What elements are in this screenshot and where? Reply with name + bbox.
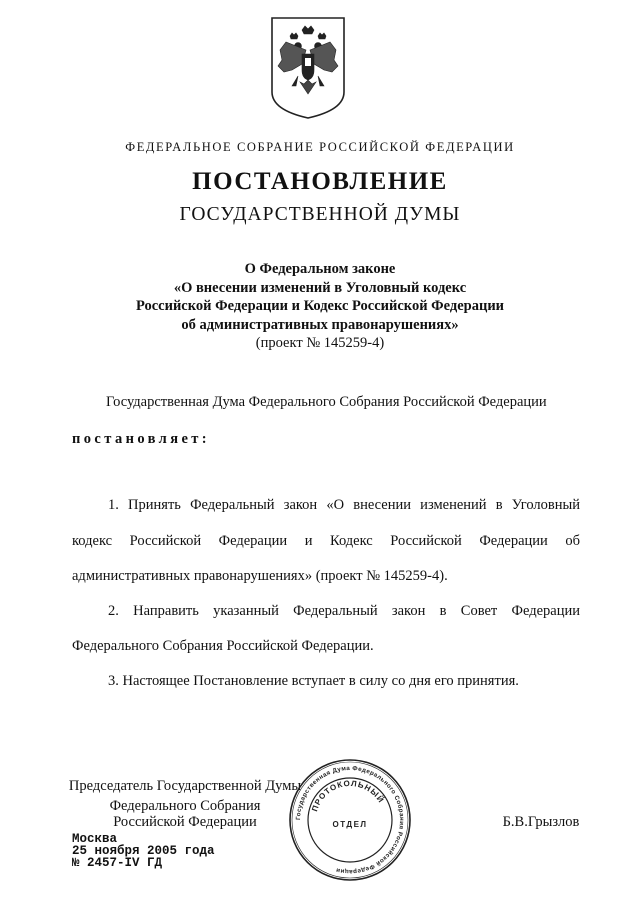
stamp-inner-text: ПРОТОКОЛЬНЫЙ [310, 778, 386, 813]
chairman-title-line: Российской Федерации [113, 814, 257, 830]
item-2-line: Федерального Собрания Российской Федерации. [72, 638, 374, 654]
project-number: (проект № 145259-4) [255, 335, 385, 351]
law-title-line: «О внесении изменений в Уголовный кодекс [173, 279, 467, 296]
item-1-line: 1. Принять Федеральный закон «О внесении изменений в Уголовный [108, 497, 580, 513]
item-1-line: административных правонарушениях» (проект № 145259-4). [72, 568, 448, 584]
item-2-line: 2. Направить указанный Федеральный закон в Совет Федерации [108, 603, 580, 619]
item-3-text: 3. Настоящее Постановление вступает в силу со дня его принятия. [108, 673, 519, 689]
law-title-line: Российской Федерации и Кодекс Российской Федерации [135, 298, 505, 314]
footer-city: Москва [72, 832, 118, 846]
federal-assembly-heading: ФЕДЕРАЛЬНОЕ СОБРАНИЕ РОССИЙСКОЙ ФЕДЕРАЦИИ [125, 140, 515, 154]
stamp-outer-text: Государственная Дума Федерального Собрания Российской Федерации [294, 764, 406, 876]
duma-statement: Государственная Дума Федерального Собрания Российской Федерации [106, 394, 547, 410]
coat-of-arms-emblem [268, 14, 348, 122]
chairman-name: Б.В.Грызлов [502, 814, 580, 830]
footer-date: 25 ноября 2005 года [72, 844, 215, 858]
svg-text:ПРОТОКОЛЬНЫЙ [310, 779, 386, 813]
stamp-center-text: ОТДЕЛ [332, 820, 368, 829]
item-1-line: кодекс Российской Федерации и Кодекс Российской Федерации об [72, 533, 580, 549]
law-title-line: об административных правонарушениях» [181, 316, 459, 333]
chairman-title-line: Федерального Собрания [109, 798, 261, 814]
decree-word: постановляет: [72, 431, 211, 447]
law-title-block [0, 260, 640, 353]
document-subtitle: ГОСУДАРСТВЕННОЙ ДУМЫ [179, 204, 461, 225]
document-title: ПОСТАНОВЛЕНИЕ [192, 168, 448, 195]
chairman-title-line: Председатель Государственной Думы [68, 778, 302, 794]
law-title-line: О Федеральном законе [244, 261, 396, 277]
protocol-department-stamp [287, 757, 413, 883]
footer-number: № 2457-IV ГД [72, 856, 163, 870]
